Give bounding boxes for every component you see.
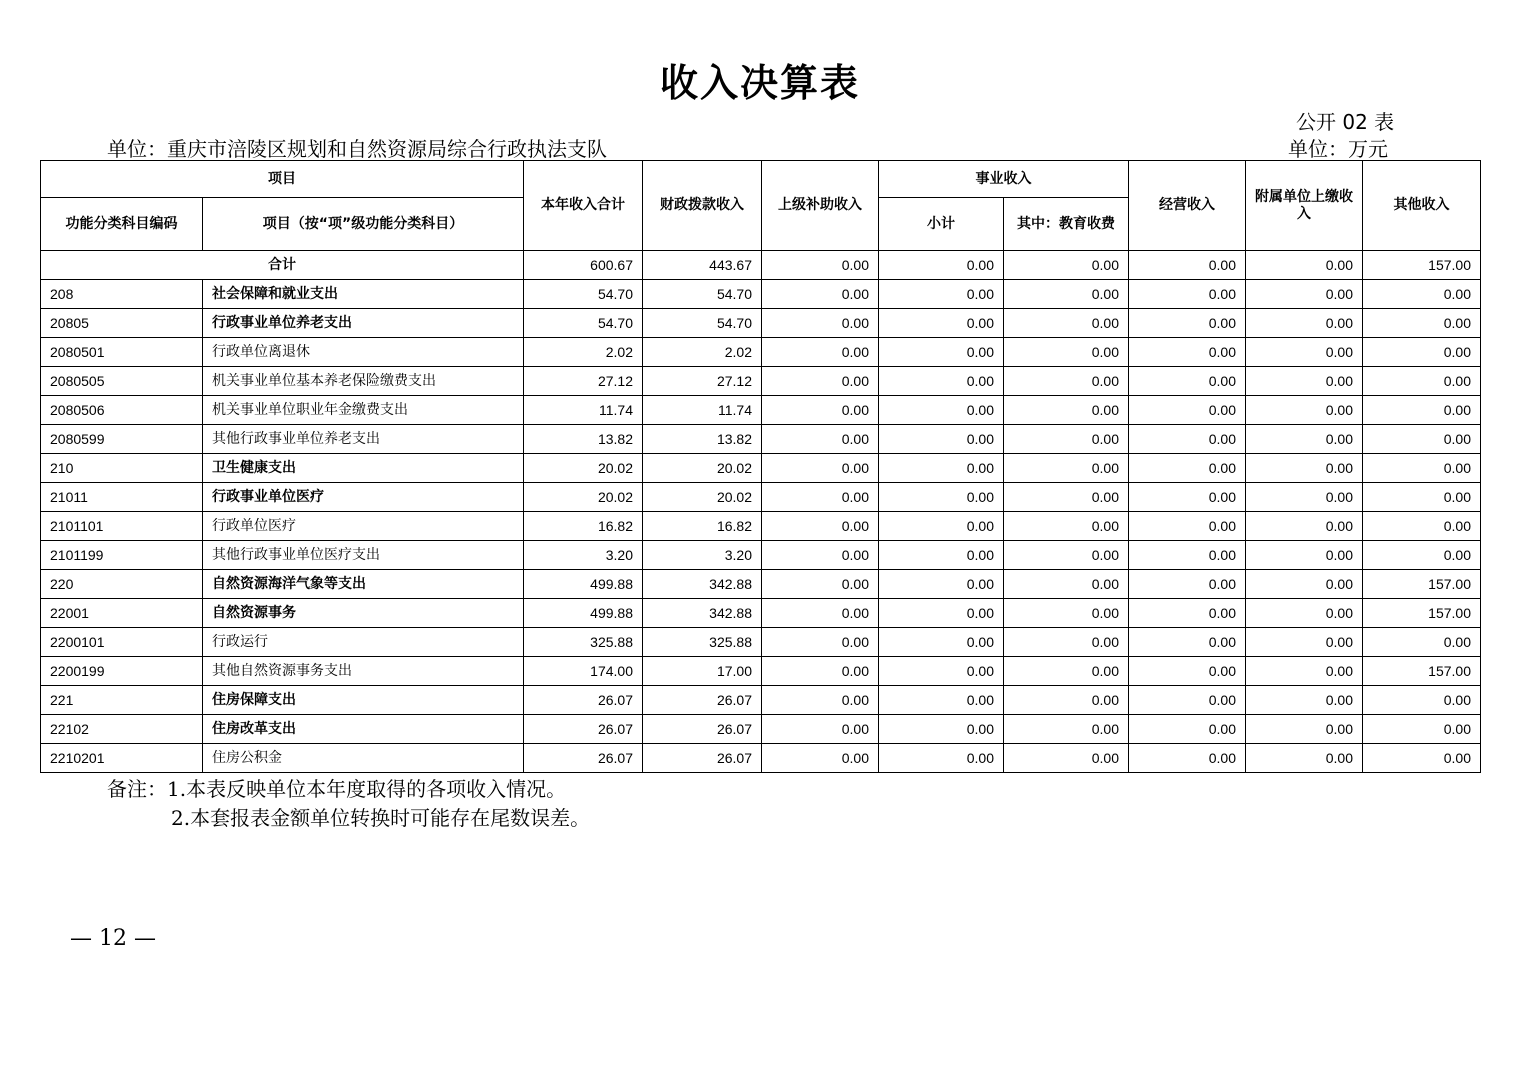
table-row: [41, 512, 1481, 541]
table-row: [41, 396, 1481, 425]
amount-cell: 0.00: [1246, 744, 1363, 773]
amount-cell: 0.00: [1004, 541, 1129, 570]
table-row: [41, 570, 1481, 599]
amount-cell: 0.00: [879, 425, 1004, 454]
amount-cell: 0.00: [762, 715, 879, 744]
amount-cell: 0.00: [1004, 338, 1129, 367]
amount-cell: 0.00: [1004, 280, 1129, 309]
amount-cell: 0.00: [1246, 657, 1363, 686]
page-title: 收入决算表: [659, 60, 860, 105]
amount-cell: 0.00: [762, 599, 879, 628]
amount-cell: 0.00: [1246, 309, 1363, 338]
item-name-cell: 住房改革支出: [203, 715, 524, 744]
table-header: [41, 161, 1481, 251]
item-name-cell: 行政事业单位养老支出: [203, 309, 524, 338]
amount-cell: 0.00: [879, 396, 1004, 425]
amount-cell: 0.00: [1004, 367, 1129, 396]
function-code-cell: 221: [41, 686, 203, 715]
amount-cell: 0.00: [1363, 541, 1481, 570]
amount-cell: 0.00: [1246, 686, 1363, 715]
amount-cell: 0.00: [762, 744, 879, 773]
total-cell: 0.00: [1004, 251, 1129, 280]
header-affiliated-income: 附属单位上缴收入: [1246, 161, 1363, 251]
amount-cell: 0.00: [1363, 280, 1481, 309]
amount-cell: 20.02: [643, 454, 762, 483]
amount-cell: 325.88: [524, 628, 643, 657]
function-code-cell: 20805: [41, 309, 203, 338]
table-row: [41, 541, 1481, 570]
header-fiscal-allocation: 财政拨款收入: [643, 161, 762, 251]
item-name-cell: 机关事业单位基本养老保险缴费支出: [203, 367, 524, 396]
amount-cell: 0.00: [1129, 512, 1246, 541]
item-name-cell: 行政事业单位医疗: [203, 483, 524, 512]
total-row: [41, 251, 1481, 280]
amount-cell: 0.00: [1129, 338, 1246, 367]
amount-cell: 0.00: [1363, 396, 1481, 425]
amount-cell: 157.00: [1363, 570, 1481, 599]
item-name-cell: 卫生健康支出: [203, 454, 524, 483]
amount-cell: 20.02: [524, 454, 643, 483]
amount-cell: 0.00: [762, 541, 879, 570]
amount-cell: 0.00: [1004, 599, 1129, 628]
amount-cell: 0.00: [1246, 628, 1363, 657]
amount-cell: 26.07: [643, 686, 762, 715]
amount-cell: 0.00: [1363, 338, 1481, 367]
amount-cell: 0.00: [1246, 599, 1363, 628]
amount-cell: 0.00: [1129, 715, 1246, 744]
total-cell: 0.00: [879, 251, 1004, 280]
amount-cell: 16.82: [524, 512, 643, 541]
amount-cell: 0.00: [1004, 425, 1129, 454]
note-line-2: 2.本套报表金额单位转换时可能存在尾数误差。: [171, 806, 591, 830]
function-code-cell: 2080599: [41, 425, 203, 454]
amount-cell: 0.00: [1129, 483, 1246, 512]
table-row: [41, 744, 1481, 773]
amount-cell: 2.02: [643, 338, 762, 367]
amount-cell: 0.00: [1004, 396, 1129, 425]
amount-cell: 157.00: [1363, 599, 1481, 628]
amount-cell: 0.00: [879, 367, 1004, 396]
amount-cell: 0.00: [1129, 280, 1246, 309]
amount-cell: 342.88: [643, 599, 762, 628]
header-total-income: 本年收入合计: [524, 161, 643, 251]
table-row: [41, 367, 1481, 396]
header-subtotal: 小计: [879, 198, 1004, 251]
amount-cell: 0.00: [1363, 715, 1481, 744]
amount-cell: 0.00: [1129, 686, 1246, 715]
amount-cell: 0.00: [1363, 512, 1481, 541]
function-code-cell: 21011: [41, 483, 203, 512]
amount-cell: 0.00: [1363, 628, 1481, 657]
amount-cell: 0.00: [762, 396, 879, 425]
amount-cell: 0.00: [762, 309, 879, 338]
item-name-cell: 自然资源事务: [203, 599, 524, 628]
total-cell: 157.00: [1363, 251, 1481, 280]
currency-unit: 单位：万元: [1288, 137, 1388, 161]
amount-cell: 16.82: [643, 512, 762, 541]
amount-cell: 13.82: [643, 425, 762, 454]
amount-cell: 0.00: [1246, 396, 1363, 425]
total-cell: 0.00: [1246, 251, 1363, 280]
amount-cell: 0.00: [1004, 686, 1129, 715]
amount-cell: 0.00: [762, 454, 879, 483]
amount-cell: 0.00: [879, 686, 1004, 715]
item-name-cell: 机关事业单位职业年金缴费支出: [203, 396, 524, 425]
amount-cell: 20.02: [643, 483, 762, 512]
amount-cell: 0.00: [879, 454, 1004, 483]
amount-cell: 0.00: [1246, 570, 1363, 599]
table-row: [41, 599, 1481, 628]
amount-cell: 0.00: [879, 599, 1004, 628]
amount-cell: 342.88: [643, 570, 762, 599]
amount-cell: 11.74: [524, 396, 643, 425]
function-code-cell: 2101199: [41, 541, 203, 570]
amount-cell: 0.00: [1129, 657, 1246, 686]
amount-cell: 0.00: [879, 570, 1004, 599]
amount-cell: 27.12: [643, 367, 762, 396]
amount-cell: 0.00: [1004, 309, 1129, 338]
amount-cell: 174.00: [524, 657, 643, 686]
amount-cell: 0.00: [1004, 570, 1129, 599]
amount-cell: 0.00: [1246, 367, 1363, 396]
function-code-cell: 2200199: [41, 657, 203, 686]
item-name-cell: 住房保障支出: [203, 686, 524, 715]
amount-cell: 0.00: [879, 338, 1004, 367]
amount-cell: 0.00: [1246, 541, 1363, 570]
amount-cell: 0.00: [879, 657, 1004, 686]
amount-cell: 0.00: [1363, 309, 1481, 338]
table-row: [41, 628, 1481, 657]
table-row: [41, 657, 1481, 686]
amount-cell: 13.82: [524, 425, 643, 454]
amount-cell: 0.00: [762, 367, 879, 396]
table-row: [41, 483, 1481, 512]
amount-cell: 0.00: [1129, 628, 1246, 657]
amount-cell: 0.00: [762, 338, 879, 367]
item-name-cell: 其他行政事业单位养老支出: [203, 425, 524, 454]
item-name-cell: 自然资源海洋气象等支出: [203, 570, 524, 599]
function-code-cell: 2101101: [41, 512, 203, 541]
amount-cell: 0.00: [879, 280, 1004, 309]
amount-cell: 54.70: [643, 280, 762, 309]
amount-cell: 0.00: [1129, 570, 1246, 599]
amount-cell: 0.00: [1129, 425, 1246, 454]
item-name-cell: 行政运行: [203, 628, 524, 657]
amount-cell: 0.00: [1129, 454, 1246, 483]
header-other-income: 其他收入: [1363, 161, 1481, 251]
function-code-cell: 2080505: [41, 367, 203, 396]
table-row: [41, 280, 1481, 309]
amount-cell: 0.00: [1129, 367, 1246, 396]
item-name-cell: 行政单位离退休: [203, 338, 524, 367]
item-name-cell: 社会保障和就业支出: [203, 280, 524, 309]
amount-cell: 0.00: [1246, 338, 1363, 367]
amount-cell: 0.00: [879, 512, 1004, 541]
table-row: [41, 309, 1481, 338]
amount-cell: 54.70: [643, 309, 762, 338]
amount-cell: 0.00: [879, 541, 1004, 570]
item-name-cell: 其他自然资源事务支出: [203, 657, 524, 686]
amount-cell: 0.00: [1246, 454, 1363, 483]
amount-cell: 3.20: [524, 541, 643, 570]
amount-cell: 26.07: [524, 744, 643, 773]
amount-cell: 3.20: [643, 541, 762, 570]
header-item-name: 项目（按“项”级功能分类科目）: [203, 198, 524, 251]
amount-cell: 0.00: [879, 309, 1004, 338]
item-name-cell: 行政单位医疗: [203, 512, 524, 541]
amount-cell: 54.70: [524, 309, 643, 338]
header-operating-income: 经营收入: [1129, 161, 1246, 251]
income-table: [40, 160, 1481, 773]
function-code-cell: 2080501: [41, 338, 203, 367]
amount-cell: 0.00: [1004, 512, 1129, 541]
header-superior-subsidy: 上级补助收入: [762, 161, 879, 251]
item-name-cell: 其他行政事业单位医疗支出: [203, 541, 524, 570]
header-education-fee: 其中：教育收费: [1004, 198, 1129, 251]
function-code-cell: 220: [41, 570, 203, 599]
amount-cell: 0.00: [1363, 454, 1481, 483]
amount-cell: 0.00: [1363, 367, 1481, 396]
total-label: 合计: [41, 251, 524, 280]
function-code-cell: 210: [41, 454, 203, 483]
amount-cell: 0.00: [762, 483, 879, 512]
amount-cell: 0.00: [1363, 686, 1481, 715]
amount-cell: 157.00: [1363, 657, 1481, 686]
amount-cell: 0.00: [1129, 599, 1246, 628]
amount-cell: 0.00: [762, 657, 879, 686]
function-code-cell: 22001: [41, 599, 203, 628]
amount-cell: 0.00: [1004, 628, 1129, 657]
total-cell: 600.67: [524, 251, 643, 280]
table-body: [41, 251, 1481, 773]
amount-cell: 0.00: [1363, 483, 1481, 512]
amount-cell: 0.00: [879, 483, 1004, 512]
amount-cell: 0.00: [1129, 744, 1246, 773]
amount-cell: 0.00: [1004, 657, 1129, 686]
amount-cell: 0.00: [1129, 396, 1246, 425]
amount-cell: 0.00: [1246, 280, 1363, 309]
amount-cell: 26.07: [643, 715, 762, 744]
amount-cell: 0.00: [1246, 715, 1363, 744]
amount-cell: 0.00: [879, 744, 1004, 773]
reporting-unit: 单位：重庆市涪陵区规划和自然资源局综合行政执法支队: [107, 137, 607, 161]
header-function-code: 功能分类科目编码: [41, 198, 203, 251]
header-business-income: 事业收入: [879, 161, 1129, 198]
amount-cell: 325.88: [643, 628, 762, 657]
amount-cell: 20.02: [524, 483, 643, 512]
table-row: [41, 715, 1481, 744]
table-row: [41, 454, 1481, 483]
item-name-cell: 住房公积金: [203, 744, 524, 773]
amount-cell: 26.07: [643, 744, 762, 773]
function-code-cell: 22102: [41, 715, 203, 744]
function-code-cell: 2080506: [41, 396, 203, 425]
amount-cell: 0.00: [1246, 512, 1363, 541]
amount-cell: 17.00: [643, 657, 762, 686]
function-code-cell: 2210201: [41, 744, 203, 773]
table-row: [41, 425, 1481, 454]
amount-cell: 0.00: [762, 686, 879, 715]
table-row: [41, 338, 1481, 367]
amount-cell: 0.00: [879, 715, 1004, 744]
total-cell: 0.00: [762, 251, 879, 280]
amount-cell: 0.00: [762, 280, 879, 309]
table-row: [41, 686, 1481, 715]
amount-cell: 26.07: [524, 686, 643, 715]
amount-cell: 499.88: [524, 570, 643, 599]
amount-cell: 0.00: [1246, 425, 1363, 454]
amount-cell: 26.07: [524, 715, 643, 744]
function-code-cell: 2200101: [41, 628, 203, 657]
amount-cell: 0.00: [1129, 309, 1246, 338]
page-number: — 12 —: [70, 926, 156, 951]
amount-cell: 0.00: [1363, 744, 1481, 773]
note-line-1: 备注：1.本表反映单位本年度取得的各项收入情况。: [107, 777, 567, 801]
amount-cell: 0.00: [762, 570, 879, 599]
function-code-cell: 208: [41, 280, 203, 309]
amount-cell: 0.00: [879, 628, 1004, 657]
total-cell: 0.00: [1129, 251, 1246, 280]
amount-cell: 0.00: [762, 425, 879, 454]
amount-cell: 0.00: [1004, 744, 1129, 773]
amount-cell: 0.00: [1004, 483, 1129, 512]
header-item: 项目: [41, 161, 524, 198]
amount-cell: 0.00: [1004, 454, 1129, 483]
amount-cell: 0.00: [1363, 425, 1481, 454]
total-cell: 443.67: [643, 251, 762, 280]
amount-cell: 0.00: [762, 628, 879, 657]
form-number: 公开 02 表: [1296, 110, 1395, 134]
amount-cell: 11.74: [643, 396, 762, 425]
amount-cell: 499.88: [524, 599, 643, 628]
amount-cell: 27.12: [524, 367, 643, 396]
amount-cell: 0.00: [762, 512, 879, 541]
amount-cell: 2.02: [524, 338, 643, 367]
amount-cell: 0.00: [1004, 715, 1129, 744]
amount-cell: 0.00: [1246, 483, 1363, 512]
amount-cell: 54.70: [524, 280, 643, 309]
amount-cell: 0.00: [1129, 541, 1246, 570]
